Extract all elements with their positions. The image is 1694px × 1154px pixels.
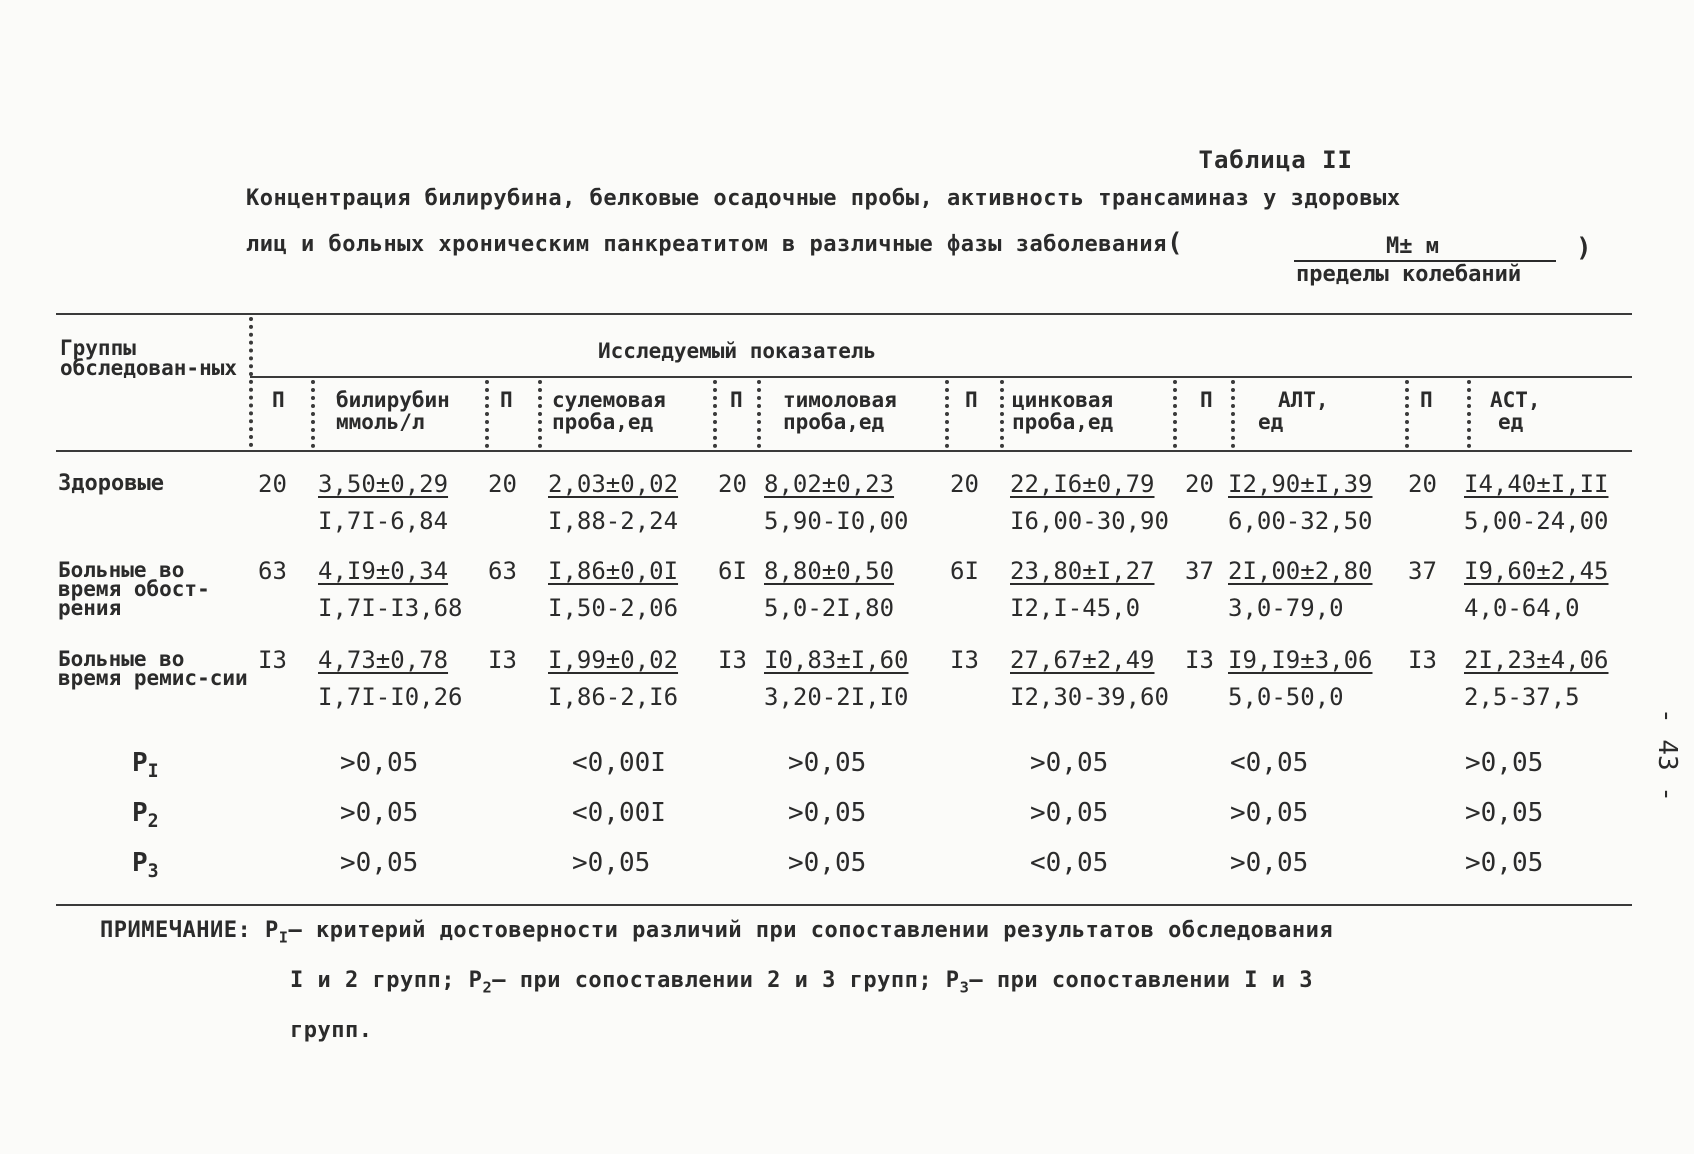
mean-value: 3,50±0,29 [318, 470, 449, 498]
col-header-alt [1258, 389, 1329, 433]
col-header-line-1: АСТ, [1490, 388, 1541, 412]
n-header: П [272, 388, 285, 412]
caption-line-2-text: лиц и больных хроническим панкреатитом в различные фазы заболевания [246, 232, 1167, 257]
p-label [132, 798, 159, 832]
mean-value: 2,03±0,02 [548, 470, 679, 498]
p-value: >0,05 [572, 848, 651, 878]
n-value: I3 [258, 646, 287, 674]
groups-divider [249, 317, 253, 447]
p-value: <0,00I [572, 798, 666, 828]
col-divider [1000, 380, 1004, 448]
n-value: 37 [1408, 557, 1437, 585]
range-value: I2,30-39,60 [1010, 683, 1169, 711]
range-value: I,50-2,06 [548, 594, 679, 622]
mean-value: 4,73±0,78 [318, 646, 449, 674]
col-header-line-1: сулемовая [552, 388, 666, 412]
p-value: >0,05 [788, 848, 867, 878]
range-value: I6,00-30,90 [1010, 507, 1169, 535]
note-sub: 3 [959, 978, 970, 997]
range-value: I,7I-6,84 [318, 507, 449, 535]
n-value: 6I [718, 557, 747, 585]
header-bottom-rule [56, 450, 1632, 452]
n-value: 20 [1408, 470, 1437, 498]
range-value: I,7I-I3,68 [318, 594, 463, 622]
col-header-line-2: проба,ед [552, 410, 654, 434]
mean-value: I0,83±I,60 [764, 646, 909, 674]
mean-value: 22,I6±0,79 [1010, 470, 1155, 498]
note-line-3: групп. [290, 1018, 373, 1043]
range-value: 3,0-79,0 [1228, 594, 1344, 622]
col-header-thymol [783, 389, 897, 433]
range-value: I,88-2,24 [548, 507, 679, 535]
n-header: П [965, 388, 978, 412]
group-label: Больные во время обост-рения [58, 558, 210, 620]
n-value: 63 [258, 557, 287, 585]
n-value: 6I [950, 557, 979, 585]
p-value: >0,05 [340, 848, 419, 878]
col-header-line-1: тимоловая [783, 388, 897, 412]
col-header-line-2: ед [1498, 410, 1524, 434]
note-prefix: ПРИМЕЧАНИЕ: P [100, 918, 279, 943]
n-value: I3 [718, 646, 747, 674]
indicator-header: Исследуемый показатель [598, 339, 877, 363]
fraction-numerator: M± м [1386, 234, 1439, 259]
n-value: 20 [488, 470, 517, 498]
n-value: 37 [1185, 557, 1214, 585]
mean-value: I9,I9±3,06 [1228, 646, 1373, 674]
col-header-line-2: ммоль/л [336, 410, 425, 434]
col-header-line-2: проба,ед [1012, 410, 1114, 434]
note-text: – при сопоставлении 2 и 3 групп; P [492, 968, 960, 993]
col-divider [1231, 380, 1235, 448]
col-divider [485, 380, 489, 448]
note-text: – при сопоставлении I и 3 [969, 968, 1313, 993]
range-value: 4,0-64,0 [1464, 594, 1580, 622]
p-label-sub: I [147, 761, 159, 783]
p-label-sub: 3 [147, 861, 159, 883]
col-divider [757, 380, 761, 448]
range-value: 6,00-32,50 [1228, 507, 1373, 535]
n-value: 20 [718, 470, 747, 498]
caption-paren-open: ( [1166, 228, 1184, 258]
p-value: >0,05 [1030, 798, 1109, 828]
range-value: I2,I-45,0 [1010, 594, 1141, 622]
n-value: I3 [1408, 646, 1437, 674]
p-label [132, 748, 159, 782]
table-top-rule [56, 313, 1632, 315]
mean-value: 2I,00±2,80 [1228, 557, 1373, 585]
n-header: П [500, 388, 513, 412]
note-line-1 [100, 918, 1333, 946]
note-sub: 2 [482, 978, 493, 997]
n-value: I3 [1185, 646, 1214, 674]
p-label-sub: 2 [147, 811, 159, 833]
col-header-line-1: АЛТ, [1278, 388, 1329, 412]
mean-value: 2I,23±4,06 [1464, 646, 1609, 674]
p-value: >0,05 [1465, 848, 1544, 878]
range-value: I,7I-I0,26 [318, 683, 463, 711]
p-label [132, 848, 159, 882]
table-caption-line-1: Концентрация билирубина, белковые осадочные пробы, активность трансаминаз у здоровых [246, 186, 1401, 211]
group-label: Здоровые [58, 471, 164, 496]
p-value: <0,05 [1230, 748, 1309, 778]
col-divider [713, 380, 717, 448]
n-value: 20 [950, 470, 979, 498]
p-value: <0,05 [1030, 848, 1109, 878]
note-line-2 [290, 968, 1313, 996]
n-value: 63 [488, 557, 517, 585]
n-value: I3 [488, 646, 517, 674]
table-bottom-rule [56, 904, 1632, 906]
col-divider [311, 380, 315, 448]
mean-value: I,86±0,0I [548, 557, 679, 585]
indicator-subrule [250, 376, 1632, 378]
range-value: 5,90-I0,00 [764, 507, 909, 535]
caption-paren-close: ) [1576, 233, 1593, 263]
note-text: – критерий достоверности различий при сопоставлении результатов обследования [288, 918, 1334, 943]
col-divider [1467, 380, 1471, 448]
mean-value: 8,02±0,23 [764, 470, 895, 498]
col-divider [1405, 380, 1409, 448]
p-value: >0,05 [788, 798, 867, 828]
fraction-denominator: пределы колебаний [1296, 262, 1522, 287]
page-number: - 43 - [1651, 708, 1682, 802]
mean-value: 23,80±I,27 [1010, 557, 1155, 585]
mean-value: I,99±0,02 [548, 646, 679, 674]
col-divider [1173, 380, 1177, 448]
group-label: Больные во время ремис-сии [58, 647, 248, 690]
note-sub: I [278, 928, 289, 947]
col-header-line-2: ед [1258, 410, 1284, 434]
mean-value: 27,67±2,49 [1010, 646, 1155, 674]
n-value: 20 [1185, 470, 1214, 498]
p-label-base: P [132, 748, 148, 778]
range-value: 5,00-24,00 [1464, 507, 1609, 535]
mean-value: I4,40±I,II [1464, 470, 1609, 498]
col-header-line-1: цинковая [1012, 388, 1114, 412]
range-value: I,86-2,I6 [548, 683, 679, 711]
col-header-line-2: проба,ед [783, 410, 885, 434]
p-value: >0,05 [1230, 848, 1309, 878]
table-label: Таблица II [1198, 146, 1353, 174]
p-value: >0,05 [340, 798, 419, 828]
table-caption-line-2 [246, 228, 1183, 258]
range-value: 5,0-2I,80 [764, 594, 895, 622]
range-value: 5,0-50,0 [1228, 683, 1344, 711]
n-header: П [1420, 388, 1433, 412]
p-value: >0,05 [1230, 798, 1309, 828]
n-value: 20 [258, 470, 287, 498]
col-header-zinc [1012, 389, 1113, 433]
n-value: I3 [950, 646, 979, 674]
mean-value: I9,60±2,45 [1464, 557, 1609, 585]
range-value: 3,20-2I,I0 [764, 683, 909, 711]
n-header: П [730, 388, 743, 412]
groups-header: Группы обследован-ных [60, 336, 238, 380]
p-value: <0,00I [572, 748, 666, 778]
p-label-base: P [132, 798, 148, 828]
p-value: >0,05 [340, 748, 419, 778]
col-divider [945, 380, 949, 448]
p-value: >0,05 [1465, 748, 1544, 778]
col-header-line-1: билирубин [336, 388, 450, 412]
mean-value: 4,I9±0,34 [318, 557, 449, 585]
mean-value: 8,80±0,50 [764, 557, 895, 585]
p-value: >0,05 [1465, 798, 1544, 828]
n-header: П [1200, 388, 1213, 412]
col-header-ast [1490, 389, 1541, 433]
mean-value: I2,90±I,39 [1228, 470, 1373, 498]
col-header-bilirubin [336, 389, 450, 433]
range-value: 2,5-37,5 [1464, 683, 1580, 711]
p-label-base: P [132, 848, 148, 878]
col-header-sublimate [552, 389, 666, 433]
note-text: I и 2 групп; P [290, 968, 483, 993]
col-divider [538, 380, 542, 448]
p-value: >0,05 [1030, 748, 1109, 778]
p-value: >0,05 [788, 748, 867, 778]
